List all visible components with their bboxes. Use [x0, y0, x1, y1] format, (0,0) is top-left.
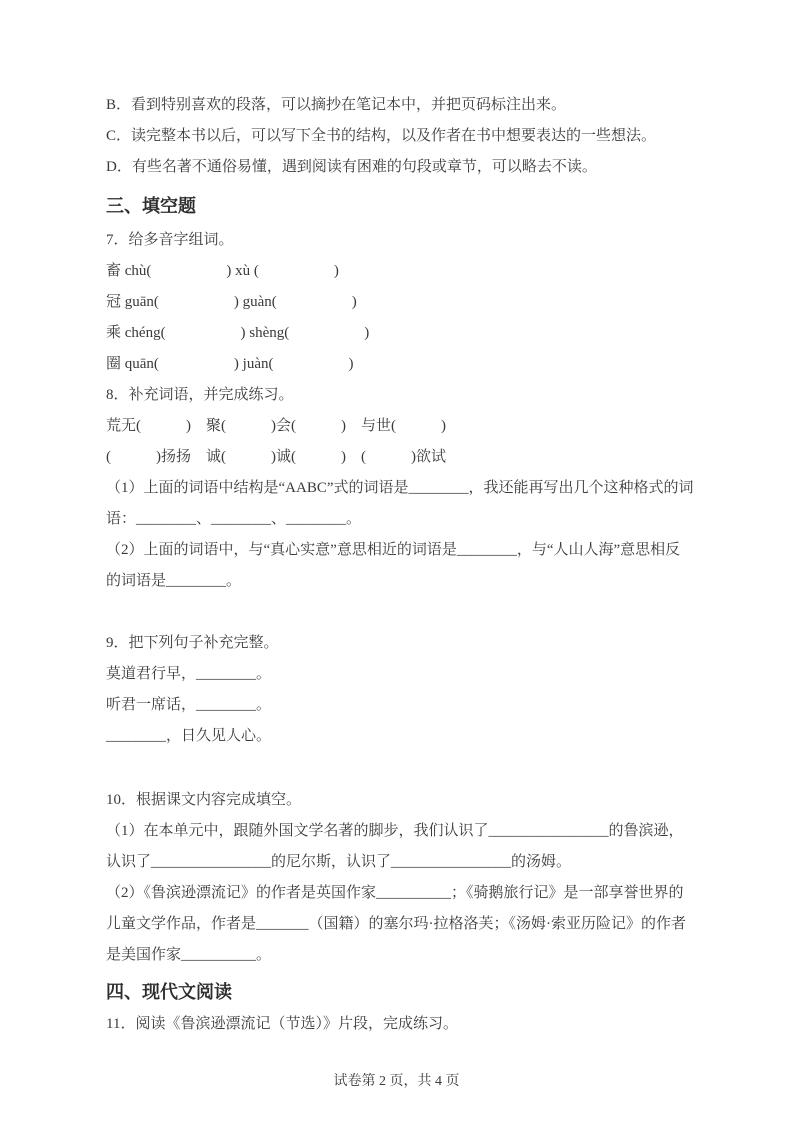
question-9-row-1: 莫道君行早，________。 [106, 666, 272, 682]
question-9-stem: 9．把下列句子补充完整。 [106, 635, 279, 651]
question-7-stem: 7．给多音字组词。 [106, 232, 234, 248]
question-9-row-2: 听君一席话，________。 [106, 697, 272, 713]
section-4-heading: 四、现代文阅读 [106, 982, 232, 1002]
question-8-words-row-2: ( )扬扬 诚( )诚( ) ( )欲试 [106, 449, 446, 465]
question-9-row-3: ________，日久见人心。 [106, 728, 272, 744]
question-8-sub2-line-2: 的词语是________。 [106, 573, 242, 589]
choice-option-c: C．读完整本书以后，可以写下全书的结构，以及作者在书中想要表达的一些想法。 [106, 128, 657, 144]
question-10-stem: 10．根据课文内容完成填空。 [106, 792, 302, 808]
question-10-sub1-line-2: 认识了________________的尼尔斯，认识了________________的汤姆。 [106, 854, 572, 870]
question-10-sub1-line-1: （1）在本单元中，跟随外国文学名著的脚步，我们认识了________________的鲁滨逊， [106, 823, 684, 839]
choice-option-d: D．有些名著不通俗易懂，遇到阅读有困难的句段或章节，可以略去不读。 [106, 159, 597, 175]
exam-page-content [106, 90, 706, 1040]
question-10-sub2-line-1: （2）《鲁滨逊漂流记》的作者是英国作家__________；《骑鹅旅行记》是一部享誉世界的 [106, 885, 684, 901]
question-8-words-row-1: 荒无( ) 聚( )会( ) 与世( ) [106, 418, 446, 434]
question-7-row-guan: 冠 guān( ) guàn( ) [106, 294, 357, 310]
question-7-row-quan: 圈 quān( ) juàn( ) [106, 356, 354, 372]
question-10-sub2-line-3: 是美国作家__________。 [106, 947, 272, 963]
question-11-stem: 11．阅读《鲁滨逊漂流记（节选）》片段，完成练习。 [106, 1016, 458, 1032]
question-10-sub2-line-2: 儿童文学作品，作者是_______（国籍）的塞尔玛·拉格洛芙；《汤姆·索亚历险记》的作者 [106, 916, 686, 932]
choice-option-b: B．看到特别喜欢的段落，可以摘抄在笔记本中，并把页码标注出来。 [106, 97, 567, 113]
question-8-sub2-line-1: （2）上面的词语中，与“真心实意”意思相近的词语是________，与“人山人海”意思相反 [106, 542, 681, 558]
question-8-sub1-line-1: （1）上面的词语中结构是“AABC”式的词语是________，我还能再写出几个这种格式的词 [106, 480, 694, 496]
question-8-sub1-line-2: 语：________、________、________。 [106, 511, 362, 527]
question-7-row-cheng: 乘 chéng( ) shèng( ) [106, 325, 370, 341]
page-footer: 试卷第 2 页，共 4 页 [333, 1074, 460, 1089]
question-8-stem: 8．补充词语，并完成练习。 [106, 387, 294, 403]
question-7-row-chu: 畜 chù( ) xù ( ) [106, 263, 339, 279]
section-3-heading: 三、填空题 [106, 196, 196, 216]
